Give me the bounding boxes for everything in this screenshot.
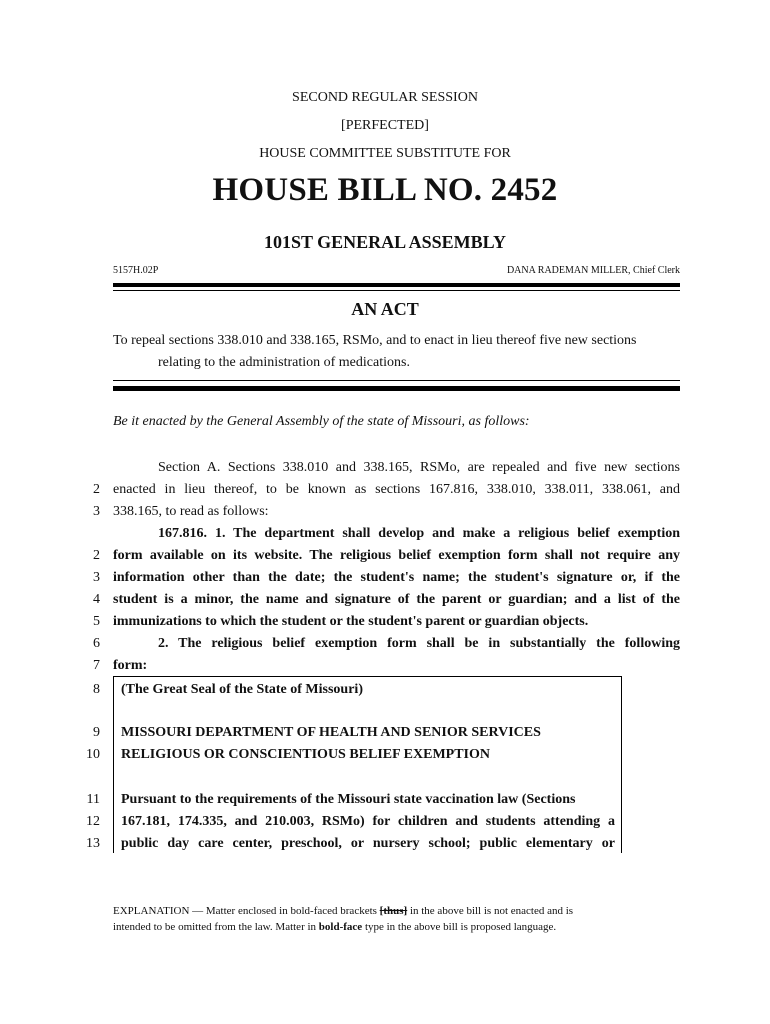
section-167816-line-4: student is a minor, the name and signature of the parent or guardian; and a list of the	[113, 592, 680, 607]
doc-code: 5157H.02P	[113, 265, 159, 276]
act-title-line-1: To repeal sections 338.010 and 338.165, RSMo, and to enact in lieu thereof five new sections	[113, 333, 637, 348]
section-a-line-1: Section A. Sections 338.010 and 338.165, RSMo, are repealed and five new sections	[158, 460, 680, 475]
section-167816-line-2: form available on its website. The religious belief exemption form shall not require any	[113, 548, 680, 563]
form-body-line-1: Pursuant to the requirements of the Missouri state vaccination law (Sections	[121, 792, 576, 807]
act-rule-thin	[113, 380, 680, 381]
boldface-example: bold-face	[318, 921, 363, 933]
substitute-label: HOUSE COMMITTEE SUBSTITUTE FOR	[259, 146, 511, 161]
section-167816-line-1: 167.816. 1. The department shall develop and make a religious belief exemption	[158, 526, 680, 541]
status-label: [PERFECTED]	[341, 118, 429, 133]
explanation-line-1	[113, 903, 680, 919]
form-exemption-title: RELIGIOUS OR CONSCIENTIOUS BELIEF EXEMPTION	[121, 747, 491, 762]
line-number: 8	[93, 682, 100, 697]
explanation-text: intended to be omitted from the law. Matter in	[113, 921, 319, 933]
line-number: 2	[93, 482, 100, 497]
section-167816-line-7: form:	[113, 658, 148, 673]
session-label: SECOND REGULAR SESSION	[292, 90, 478, 105]
explanation-text: EXPLANATION — Matter enclosed in bold-faced brackets	[113, 905, 380, 917]
assembly-label: 101ST GENERAL ASSEMBLY	[263, 232, 507, 252]
line-number: 5	[93, 614, 100, 629]
act-title-line-2: relating to the administration of medications.	[158, 355, 410, 370]
line-number: 9	[93, 725, 100, 740]
line-number: 12	[86, 814, 100, 829]
line-number: 2	[93, 548, 100, 563]
section-167816-line-3: information other than the date; the student's name; the student's signature or, if the	[113, 570, 680, 585]
section-a-line-2: enacted in lieu thereof, to be known as sections 167.816, 338.010, 338.011, 338.061, and	[113, 482, 680, 497]
explanation-text: type in the above bill is proposed language.	[362, 921, 557, 933]
form-department-line: MISSOURI DEPARTMENT OF HEALTH AND SENIOR SERVICES	[121, 725, 541, 740]
enacting-clause: Be it enacted by the General Assembly of the state of Missouri, as follows:	[113, 414, 530, 429]
act-rule-thick	[113, 386, 680, 391]
line-number: 4	[93, 592, 100, 607]
header-rule-thick	[113, 283, 680, 287]
header-rule-thin	[113, 290, 680, 291]
line-number: 3	[93, 504, 100, 519]
form-body-line-2: 167.181, 174.335, and 210.003, RSMo) for children and students attending a	[121, 814, 615, 829]
form-seal-line: (The Great Seal of the State of Missouri)	[121, 682, 363, 697]
line-number: 7	[93, 658, 100, 673]
explanation-text: in the above bill is not enacted and is	[407, 905, 574, 917]
form-body-line-3: public day care center, preschool, or nursery school; public elementary or	[121, 836, 615, 851]
line-number: 6	[93, 636, 100, 651]
bill-title: HOUSE BILL NO. 2452	[212, 172, 558, 208]
explanation-line-2	[113, 919, 680, 935]
line-number: 11	[86, 792, 100, 807]
bracket-example: [thus]	[379, 905, 408, 917]
line-number: 3	[93, 570, 100, 585]
chief-clerk: DANA RADEMAN MILLER, Chief Clerk	[506, 265, 680, 276]
section-167816-line-5: immunizations to which the student or the student's parent or guardian objects.	[113, 614, 589, 629]
line-number: 10	[86, 747, 100, 762]
section-167816-line-6: 2. The religious belief exemption form shall be in substantially the following	[158, 636, 680, 651]
line-number: 13	[86, 836, 100, 851]
section-a-line-3: 338.165, to read as follows:	[113, 504, 269, 519]
act-heading: AN ACT	[351, 299, 419, 319]
